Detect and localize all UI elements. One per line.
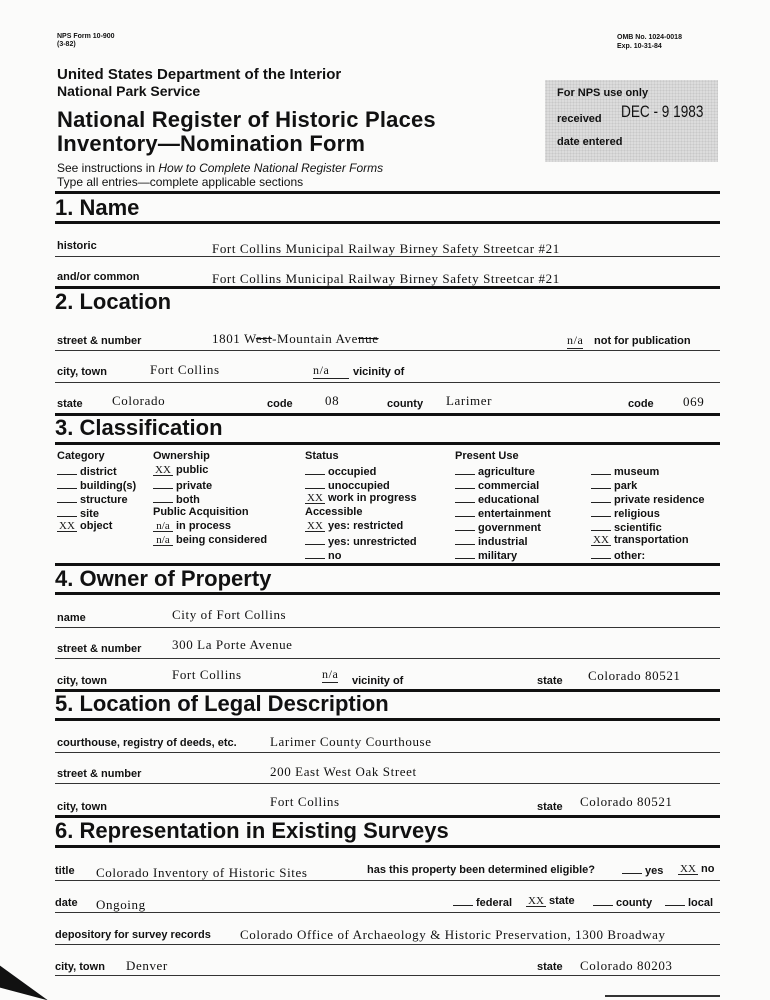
section-2-heading: 2. Location (55, 289, 172, 314)
nps-use-only-heading: For NPS use only (557, 87, 649, 99)
legal-street-label: street & number (57, 768, 142, 780)
street-text: -Mountain Ave (272, 331, 359, 346)
omb-number: OMB No. 1024-0018 (617, 34, 682, 41)
not-for-publication-label: not for publication (594, 335, 691, 347)
form-number: NPS Form 10-900 (57, 33, 115, 40)
checkbox-label: yes: unrestricted (328, 536, 417, 548)
checkbox-label: private (176, 480, 213, 492)
checkbox-local[interactable] (665, 895, 713, 911)
checkbox-yes-restricted[interactable] (305, 520, 403, 534)
category-header: Category (57, 450, 105, 462)
checkbox-being-considered[interactable] (153, 534, 267, 548)
owner-vicinity-label: vicinity of (352, 675, 404, 687)
county-code-label: code (628, 398, 654, 410)
field-line (55, 752, 720, 753)
checkbox-in-process[interactable] (153, 520, 231, 534)
check-mark (453, 895, 473, 906)
check-mark (57, 506, 77, 517)
city-town-field[interactable]: Fort Collins (150, 362, 220, 377)
public-acquisition-header: Public Acquisition (153, 506, 249, 518)
field-line (55, 944, 720, 945)
checkbox-label: structure (80, 494, 128, 506)
checkbox-label: in process (176, 520, 232, 532)
checkbox-label: park (614, 480, 638, 492)
accessible-header: Accessible (305, 506, 363, 518)
checkbox-label: government (478, 522, 541, 534)
check-mark (153, 492, 173, 503)
owner-vicinity-mark[interactable]: n/a (322, 667, 339, 681)
state-field[interactable]: Colorado (112, 393, 166, 408)
state-code-field[interactable]: 08 (325, 393, 340, 408)
historic-name-label: historic (57, 240, 97, 252)
state-code-label: code (267, 398, 293, 410)
owner-street-field[interactable]: 300 La Porte Avenue (172, 637, 293, 652)
checkbox-no-access[interactable] (305, 548, 341, 564)
divider (55, 221, 720, 224)
common-name-field[interactable]: Fort Collins Municipal Railway Birney Safety Streetcar #21 (212, 271, 560, 286)
checkbox-label: museum (614, 466, 660, 478)
field-line (55, 880, 720, 881)
instructions-prefix: See instructions in (57, 161, 159, 175)
check-mark: n/a (153, 521, 173, 532)
check-mark (305, 464, 325, 475)
form-title-line2: Inventory—Nomination Form (57, 131, 366, 156)
courthouse-field[interactable]: Larimer County Courthouse (270, 734, 432, 749)
legal-city-label: city, town (57, 801, 107, 813)
divider (605, 995, 720, 997)
legal-street-field[interactable]: 200 East West Oak Street (270, 764, 417, 779)
depository-state-label: state (537, 961, 563, 973)
checkbox-federal[interactable] (453, 895, 512, 911)
survey-title-field[interactable]: Colorado Inventory of Historic Sites (96, 865, 308, 880)
check-mark (591, 520, 611, 531)
owner-city-field[interactable]: Fort Collins (172, 667, 242, 682)
checkbox-label: county (616, 897, 653, 909)
instructions-guide-title: How to Complete National Register Forms (158, 161, 384, 175)
check-mark (153, 478, 173, 489)
street-number-field[interactable] (212, 331, 379, 347)
check-mark (591, 506, 611, 517)
checkbox-label: work in progress (328, 492, 417, 504)
owner-state-field[interactable]: Colorado 80521 (588, 668, 681, 683)
field-line (55, 256, 720, 257)
checkbox-label: federal (476, 897, 513, 909)
checkbox-label: local (688, 897, 714, 909)
survey-date-field[interactable]: Ongoing (96, 897, 146, 912)
owner-state-label: state (537, 675, 563, 687)
depository-city-label: city, town (55, 961, 105, 973)
check-mark (455, 520, 475, 531)
check-mark (593, 895, 613, 906)
checkbox-label: entertainment (478, 508, 551, 520)
check-mark (455, 478, 475, 489)
checkbox-work-in-progress[interactable] (305, 492, 417, 506)
check-mark (455, 464, 475, 475)
divider (55, 718, 720, 721)
check-mark (591, 464, 611, 475)
field-line (55, 658, 720, 659)
instructions-line1 (57, 161, 383, 175)
nps-use-only-box (545, 80, 718, 162)
check-mark (305, 548, 325, 559)
depository-city-field[interactable]: Denver (126, 958, 168, 973)
continue-arrow-icon (0, 966, 48, 1000)
instructions-line2: Type all entries—complete applicable sections (57, 175, 304, 189)
section-6-heading: 6. Representation in Existing Surveys (55, 818, 449, 843)
divider (55, 845, 720, 848)
checkbox-label: occupied (328, 466, 377, 478)
status-header: Status (305, 450, 339, 462)
checkbox-other[interactable] (591, 548, 645, 564)
city-town-label: city, town (57, 366, 107, 378)
checkbox-public[interactable] (153, 464, 208, 478)
received-date-stamp: DEC - 9 1983 (621, 102, 704, 121)
checkbox-label: educational (478, 494, 540, 506)
struck-text: est (255, 331, 273, 346)
checkbox-object[interactable] (57, 520, 112, 534)
check-mark: XX (678, 864, 698, 875)
check-mark: XX (57, 521, 77, 532)
divider (55, 191, 720, 194)
checkbox-label: transportation (614, 534, 689, 546)
owner-name-label: name (57, 612, 86, 624)
check-mark (305, 478, 325, 489)
vicinity-label: vicinity of (353, 366, 405, 378)
checkbox-label: other: (614, 550, 646, 562)
checkbox-military[interactable] (455, 548, 517, 564)
struck-text: nue (358, 331, 379, 346)
check-mark (591, 478, 611, 489)
check-mark (455, 506, 475, 517)
check-mark (591, 548, 611, 559)
section-5-heading: 5. Location of Legal Description (55, 691, 389, 716)
section-1-heading: 1. Name (55, 195, 140, 220)
check-mark (305, 534, 325, 545)
received-label: received (557, 113, 602, 125)
divider (55, 442, 720, 445)
check-mark (57, 492, 77, 503)
check-mark (455, 492, 475, 503)
eligibility-question: has this property been determined eligible? (367, 864, 595, 876)
field-line (55, 350, 720, 351)
checkbox-label: military (478, 550, 518, 562)
street-number-label: street & number (57, 335, 142, 347)
field-line (55, 783, 720, 784)
state-label: state (57, 398, 83, 410)
check-mark (591, 492, 611, 503)
checkbox-label: unoccupied (328, 480, 390, 492)
checkbox-label: religious (614, 508, 660, 520)
checkbox-label: no (701, 863, 715, 875)
historic-name-field[interactable]: Fort Collins Municipal Railway Birney Safety Streetcar #21 (212, 241, 560, 256)
checkbox-eligible-yes[interactable] (622, 863, 663, 879)
check-mark: XX (591, 535, 611, 546)
check-mark (57, 464, 77, 475)
vicinity-mark[interactable]: n/a (313, 363, 349, 379)
divider (55, 592, 720, 595)
checkbox-label: private residence (614, 494, 705, 506)
checkbox-transportation[interactable] (591, 534, 689, 548)
checkbox-label: yes: restricted (328, 520, 404, 532)
not-for-publication-mark[interactable]: n/a (567, 333, 584, 347)
field-line (55, 382, 720, 383)
check-mark (57, 478, 77, 489)
county-code-field[interactable]: 069 (683, 394, 705, 409)
county-field[interactable]: Larimer (446, 393, 493, 408)
form-title-line1: National Register of Historic Places (57, 107, 436, 132)
check-mark (455, 548, 475, 559)
check-mark (665, 895, 685, 906)
checkbox-label: industrial (478, 536, 528, 548)
date-entered-label: date entered (557, 136, 623, 148)
checkbox-label: being considered (176, 534, 268, 546)
section-4-heading: 4. Owner of Property (55, 566, 272, 591)
omb-expiration: Exp. 10-31-84 (617, 43, 662, 50)
checkbox-county[interactable] (593, 895, 652, 911)
check-mark (455, 534, 475, 545)
checkbox-label: site (80, 508, 99, 520)
checkbox-label: scientific (614, 522, 662, 534)
service-name: National Park Service (57, 83, 201, 99)
checkbox-label: district (80, 466, 117, 478)
checkbox-state[interactable] (526, 895, 575, 909)
street-text: 1801 W (212, 331, 256, 346)
depository-state-field[interactable]: Colorado 80203 (580, 958, 673, 973)
section-3-heading: 3. Classification (55, 415, 223, 440)
county-label: county (387, 398, 424, 410)
legal-city-field[interactable]: Fort Collins (270, 794, 340, 809)
checkbox-label: commercial (478, 480, 540, 492)
field-line (55, 912, 720, 913)
legal-state-label: state (537, 801, 563, 813)
ownership-header: Ownership (153, 450, 210, 462)
checkbox-label: yes (645, 865, 664, 877)
survey-date-label: date (55, 897, 78, 909)
owner-name-field[interactable]: City of Fort Collins (172, 607, 287, 622)
common-name-label: and/or common (57, 271, 140, 283)
checkbox-label: agriculture (478, 466, 535, 478)
depository-label: depository for survey records (55, 929, 211, 941)
present-use-header: Present Use (455, 450, 519, 462)
field-line (55, 627, 720, 628)
checkbox-label: building(s) (80, 480, 137, 492)
check-mark: XX (526, 896, 546, 907)
check-mark: XX (153, 465, 173, 476)
owner-city-label: city, town (57, 675, 107, 687)
form-revision: (3-82) (57, 41, 76, 48)
courthouse-label: courthouse, registry of deeds, etc. (57, 737, 237, 749)
checkbox-label: both (176, 494, 200, 506)
check-mark: XX (305, 521, 325, 532)
checkbox-label: object (80, 520, 113, 532)
department-name: United States Department of the Interior (57, 66, 342, 83)
checkbox-eligible-no[interactable] (678, 863, 714, 877)
check-mark: XX (305, 493, 325, 504)
owner-street-label: street & number (57, 643, 142, 655)
depository-field[interactable]: Colorado Office of Archaeology & Historic Preservation, 1300 Broadway (240, 927, 666, 942)
field-line (55, 975, 720, 976)
survey-title-label: title (55, 865, 75, 877)
check-mark (622, 863, 642, 874)
checkbox-label: no (328, 550, 342, 562)
checkbox-label: state (549, 895, 575, 907)
check-mark: n/a (153, 535, 173, 546)
legal-state-field[interactable]: Colorado 80521 (580, 794, 673, 809)
checkbox-label: public (176, 464, 209, 476)
